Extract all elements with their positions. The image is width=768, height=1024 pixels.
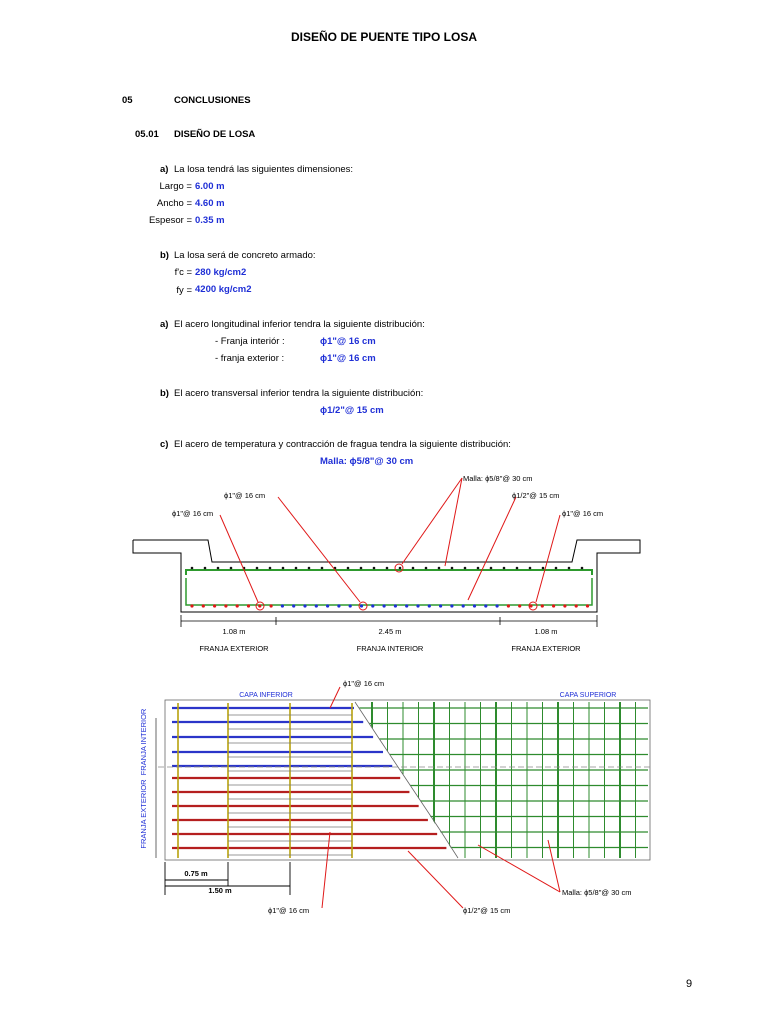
bottom-rebar-dot	[518, 604, 521, 607]
cut-mask	[166, 701, 458, 859]
label-phi1-a: ϕ1"@ 16 cm	[224, 491, 266, 500]
top-rebar	[186, 570, 592, 575]
top-rebar-dot	[308, 567, 311, 570]
trans-value: ϕ1/2"@ 15 cm	[320, 405, 384, 416]
top-rebar-dot	[477, 567, 480, 570]
label-capa-inferior: CAPA INFERIOR	[239, 692, 293, 699]
leader-lines	[220, 478, 560, 602]
top-rebar-dot	[386, 567, 389, 570]
bottom-rebar-dot	[337, 604, 340, 607]
bottom-rebar-dot	[405, 604, 408, 607]
bottom-rebar-dot	[507, 604, 510, 607]
dim-label-espesor: Espesor =	[148, 215, 192, 226]
top-rebar-dot	[399, 567, 402, 570]
bottom-rebar-dot	[303, 604, 306, 607]
item-text: El acero transversal inferior tendra la siguiente distribución:	[174, 388, 424, 399]
top-rebar-dot	[529, 567, 532, 570]
top-rebar-dot	[282, 567, 285, 570]
long-label-interior: - Franja interiór :	[215, 336, 285, 347]
label-phi1-top: ϕ1"@ 16 cm	[343, 679, 385, 688]
subsection-label: DISEÑO DE LOSA	[174, 129, 256, 140]
item-marker: a)	[160, 164, 169, 175]
bottom-rebar-dot	[462, 604, 465, 607]
top-rebar-dot	[321, 567, 324, 570]
label-phi1-bottom: ϕ1"@ 16 cm	[268, 906, 310, 915]
item-text: El acero de temperatura y contracción de fragua tendra la siguiente distribución:	[174, 439, 511, 450]
bottom-rebar-dot	[349, 604, 352, 607]
long-label-exterior: - franja exterior :	[215, 353, 285, 364]
item-text: La losa será de concreto armado:	[174, 250, 316, 261]
stirrup-bar	[186, 578, 592, 605]
top-rebar-dot	[217, 567, 220, 570]
subsection-number: 05.01	[135, 129, 159, 140]
top-rebar-dot	[568, 567, 571, 570]
item-text: La losa tendrá las siguientes dimensiones:	[174, 164, 354, 175]
dim-interior: 2.45 m	[378, 627, 402, 636]
top-rebar-dot	[204, 567, 207, 570]
label-malla-plan: Malla: ϕ5/8"@ 30 cm	[562, 888, 632, 897]
mat-value-fy: 4200 kg/cm2	[195, 284, 252, 295]
bottom-rebar-dot	[529, 604, 532, 607]
top-rebar-dot	[191, 567, 194, 570]
dim-exterior-right: 1.08 m	[534, 627, 558, 636]
dim-exterior-left: 1.08 m	[222, 627, 246, 636]
label-phi1-b: ϕ1"@ 16 cm	[172, 509, 214, 518]
label-phi12: ϕ1/2"@ 15 cm	[512, 491, 560, 500]
bottom-rebar-dot	[484, 604, 487, 607]
top-rebar-dots	[191, 567, 584, 570]
section-number: 05	[122, 95, 133, 106]
long-value-exterior: ϕ1"@ 16 cm	[320, 353, 376, 364]
top-rebar-dot	[295, 567, 298, 570]
top-rebar-dot	[581, 567, 584, 570]
bottom-rebar-dot	[575, 604, 578, 607]
bottom-rebar-dot	[292, 604, 295, 607]
bottom-rebar-dot	[428, 604, 431, 607]
strip-interior: FRANJA INTERIOR	[356, 644, 424, 653]
bottom-rebar-dot	[541, 604, 544, 607]
top-rebar-dot	[438, 567, 441, 570]
bottom-rebar-dot	[315, 604, 318, 607]
top-rebar-dot	[451, 567, 454, 570]
top-rebar-dot	[490, 567, 493, 570]
bottom-rebar-dot	[416, 604, 419, 607]
label-phi12-plan: ϕ1/2"@ 15 cm	[463, 906, 511, 915]
dim-value-espesor: 0.35 m	[195, 215, 225, 226]
bottom-rebar-dot	[281, 604, 284, 607]
bottom-rebar-dot	[496, 604, 499, 607]
top-rebar-dot	[464, 567, 467, 570]
bottom-rebar-dot	[360, 604, 363, 607]
label-franja-exterior: FRANJA EXTERIOR	[139, 779, 148, 849]
bottom-rebar-dot	[586, 604, 589, 607]
item-marker: b)	[160, 250, 169, 261]
label-phi1-c: ϕ1"@ 16 cm	[562, 509, 604, 518]
bottom-rebar-dot	[439, 604, 442, 607]
mat-value-fc: 280 kg/cm2	[195, 267, 247, 278]
bottom-rebar-dot	[202, 604, 205, 607]
bottom-rebar-dot	[473, 604, 476, 607]
top-rebar-dot	[516, 567, 519, 570]
strip-exterior-left: FRANJA EXTERIOR	[199, 644, 269, 653]
bottom-rebar-dot	[247, 604, 250, 607]
label-franja-interior: FRANJA INTERIOR	[139, 708, 148, 776]
bottom-rebar-dot	[224, 604, 227, 607]
top-rebar-dot	[412, 567, 415, 570]
page-title: DISEÑO DE PUENTE TIPO LOSA	[290, 30, 478, 44]
dim-value-largo: 6.00 m	[195, 181, 225, 192]
top-rebar-dot	[360, 567, 363, 570]
top-rebar-dot	[425, 567, 428, 570]
bottom-rebar-dot	[326, 604, 329, 607]
temp-value: Malla: ϕ5/8"@ 30 cm	[320, 456, 414, 467]
top-rebar-dot	[503, 567, 506, 570]
bottom-rebar-dot	[563, 604, 566, 607]
item-text: El acero longitudinal inferior tendra la siguiente distribución:	[174, 319, 425, 330]
dimension-line	[181, 615, 597, 627]
bottom-rebar-dot	[236, 604, 239, 607]
item-marker: c)	[160, 439, 169, 450]
top-rebar-dot	[347, 567, 350, 570]
label-capa-superior: CAPA SUPERIOR	[559, 692, 617, 699]
bottom-rebar-dot	[552, 604, 555, 607]
bottom-rebar-dot	[371, 604, 374, 607]
long-value-interior: ϕ1"@ 16 cm	[320, 336, 376, 347]
dim-150: 1.50 m	[208, 886, 232, 895]
bottom-rebar-dot	[383, 604, 386, 607]
top-rebar-dot	[542, 567, 545, 570]
mat-label-fy: fy =	[176, 285, 192, 296]
slab-outline	[133, 540, 640, 612]
top-rebar-dot	[373, 567, 376, 570]
bottom-rebar-dot	[213, 604, 216, 607]
bottom-rebar-dot	[190, 604, 193, 607]
bottom-rebar-dot	[450, 604, 453, 607]
dim-value-ancho: 4.60 m	[195, 198, 225, 209]
item-marker: b)	[160, 388, 169, 399]
plan-drawing	[0, 670, 768, 930]
bottom-rebar-dot	[394, 604, 397, 607]
dim-label-largo: Largo =	[159, 181, 192, 192]
page-number: 9	[686, 978, 693, 990]
strip-exterior-right: FRANJA EXTERIOR	[511, 644, 581, 653]
label-malla: Malla: ϕ5/8"@ 30 cm	[463, 474, 533, 483]
section-label: CONCLUSIONES	[174, 95, 251, 106]
item-marker: a)	[160, 319, 169, 330]
cross-section-drawing	[0, 465, 768, 665]
top-rebar-dot	[269, 567, 272, 570]
dim-075: 0.75 m	[184, 869, 208, 878]
top-rebar-dot	[230, 567, 233, 570]
bottom-rebar-dot	[270, 604, 273, 607]
top-rebar-dot	[555, 567, 558, 570]
bottom-rebar-dot	[258, 604, 261, 607]
dim-label-ancho: Ancho =	[156, 198, 192, 209]
top-rebar-dot	[256, 567, 259, 570]
mat-label-fc: f'c =	[174, 267, 192, 278]
